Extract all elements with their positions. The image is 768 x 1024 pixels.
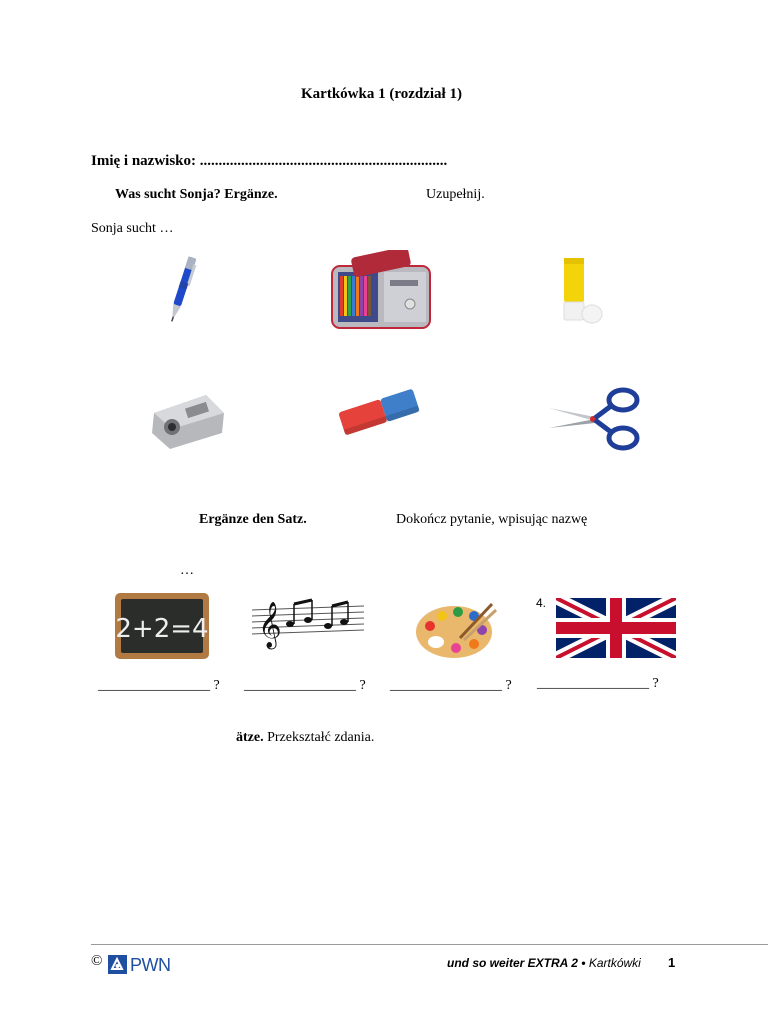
- footer-book-info: [447, 956, 641, 970]
- music-notes-image: [248, 594, 368, 650]
- footer-separator: •: [581, 956, 586, 970]
- task3-instruction-pl: Przekształć zdania.: [267, 730, 375, 745]
- answer-blank-1[interactable]: ________________ ?: [98, 678, 220, 693]
- sentence-start: Sonja sucht …: [91, 221, 174, 236]
- pen-image: [166, 252, 198, 328]
- task3-instruction-de: ätze.: [236, 730, 264, 745]
- eraser-image: [334, 384, 424, 440]
- answer-blank-2[interactable]: ________________ ?: [244, 678, 366, 693]
- name-label: Imię i nazwisko:: [91, 153, 196, 169]
- page-title: Kartkówka 1 (rozdział 1): [301, 86, 462, 102]
- glue-stick-image: [556, 250, 604, 328]
- name-dots: ..................................................................: [199, 153, 448, 169]
- paint-palette-image: [414, 598, 498, 662]
- task1-instruction-de: Was sucht Sonja? Ergänze.: [115, 187, 278, 202]
- footer-divider: [91, 944, 768, 945]
- task2-continuation: …: [180, 563, 194, 578]
- answer-blank-4[interactable]: ________________ ?: [537, 676, 659, 691]
- answer-blank-3[interactable]: ________________ ?: [390, 678, 512, 693]
- chalkboard-image: [114, 592, 210, 660]
- pencil-case-image: [330, 250, 432, 332]
- name-line: [91, 153, 447, 170]
- svg-text:𝄞: 𝄞: [258, 602, 282, 648]
- sharpener-image: [146, 383, 228, 453]
- task3-instruction: [236, 730, 374, 746]
- scissors-image: [545, 384, 641, 454]
- footer-section: Kartkówki: [588, 956, 641, 970]
- svg-text:2+2=4: 2+2=4: [115, 614, 209, 644]
- page-number: 1: [668, 955, 676, 970]
- task1-instruction-pl: Uzupełnij.: [426, 187, 485, 202]
- task2-instruction-pl: Dokończ pytanie, wpisując nazwę: [396, 512, 588, 527]
- task2-instruction-de: Ergänze den Satz.: [199, 512, 307, 527]
- copyright-symbol: ©: [91, 953, 103, 969]
- publisher-name: PWN: [130, 955, 171, 975]
- uk-flag-image: [556, 598, 676, 658]
- pwn-logo-icon: [108, 955, 127, 974]
- item-number-4: 4.: [536, 596, 547, 610]
- footer-book-title: und so weiter EXTRA 2: [447, 956, 578, 970]
